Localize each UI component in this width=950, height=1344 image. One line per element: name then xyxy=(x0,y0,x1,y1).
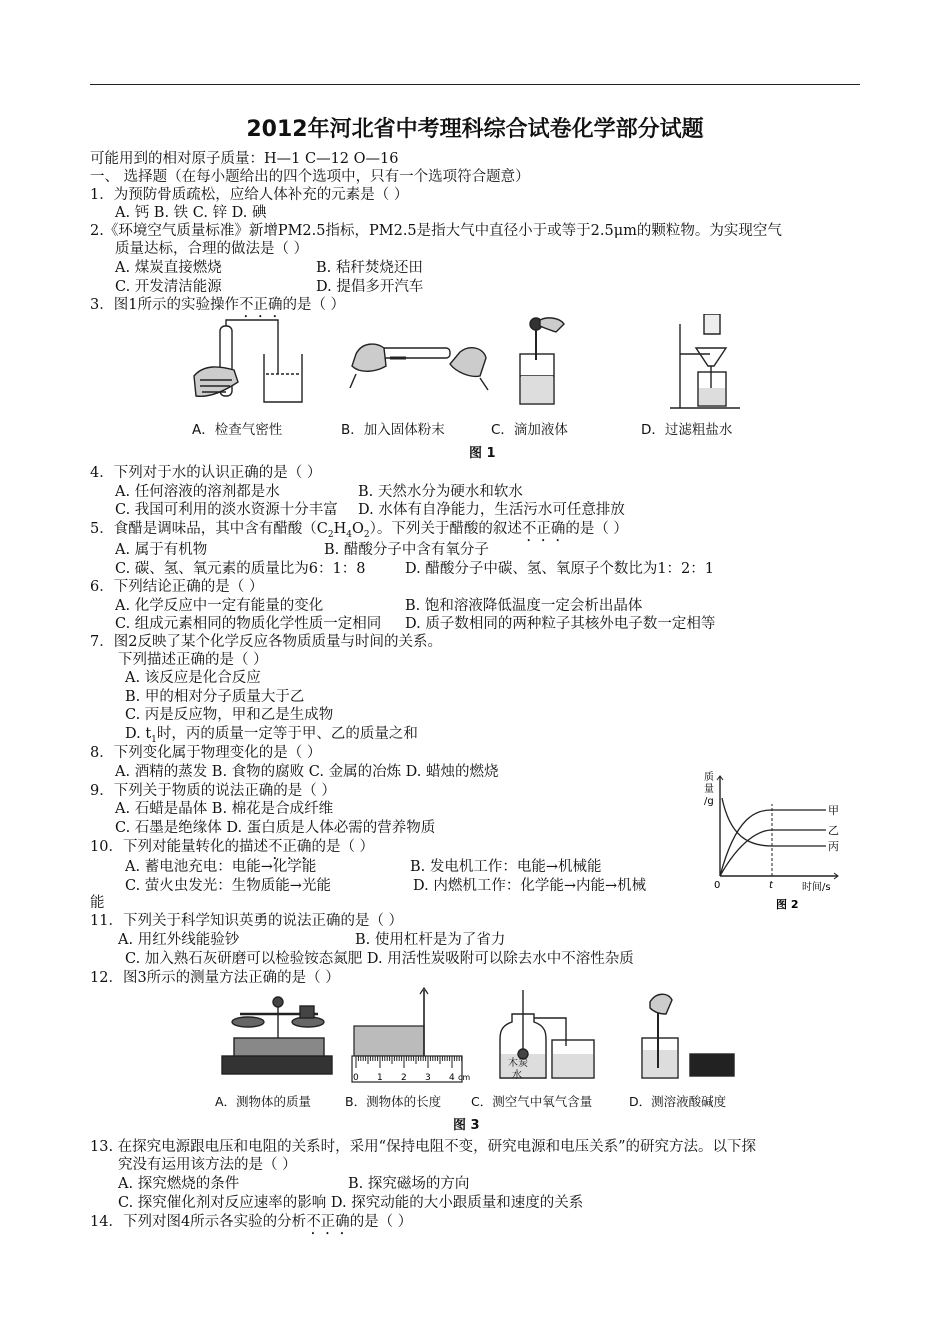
header-rule xyxy=(90,84,860,85)
q7d-pre: D. t xyxy=(125,726,152,742)
question-12: 12．图3所示的测量方法正确的是（ ） xyxy=(90,970,340,986)
question-5: 5．食醋是调味品，其中含有醋酸$(C_2H_4O_2)$。下列关于醋酸的叙述不正确的是（ ） xyxy=(90,521,628,540)
question-6-option-c: C. 组成元素相同的物质化学性质一定相同 xyxy=(115,616,382,632)
fig2-xlabel: 时间/s xyxy=(802,882,831,893)
question-10-option-d: D. 内燃机工作：化学能→内能→机械 xyxy=(413,878,647,894)
question-2-option-d: D. 提倡多开汽车 xyxy=(316,279,424,295)
ruler-tick-label: 0 xyxy=(353,1073,359,1083)
question-6: 6．下列结论正确的是（ ） xyxy=(90,579,264,595)
question-13-options-cd: C. 探究催化剂对反应速率的影响 D. 探究动能的大小跟质量和速度的关系 xyxy=(118,1195,584,1211)
question-10-option-c: C. 萤火虫发光：生物质能→光能 xyxy=(125,878,331,894)
fig3-label-charcoal: 木炭 xyxy=(508,1058,528,1069)
fig1-caption-d: D．过滤粗盐水 xyxy=(641,422,733,438)
fig2-origin: 0 xyxy=(714,880,721,891)
fig2-series-yi xyxy=(720,830,826,876)
question-2-option-c: C. 开发清洁能源 xyxy=(115,279,222,295)
question-10-option-b: B. 发电机工作：电能→机械能 xyxy=(410,859,602,875)
q5-post: ）。下列关于醋酸的叙述 xyxy=(369,521,522,537)
ruler-unit: cm xyxy=(458,1073,471,1082)
question-13-line1: 13. 在探究电源跟电压和电阻的关系时，采用“保持电阻不变，研究电源和电压关系”的研究方法。以下探 xyxy=(90,1139,756,1155)
question-5-option-a: A. 属于有机物 xyxy=(115,542,208,558)
q14-post: 的是（ ） xyxy=(349,1214,413,1230)
question-7-option-c: C. 丙是反应物，甲和乙是生成物 xyxy=(125,707,334,723)
question-4-option-a: A. 任何溶液的溶剂都是水 xyxy=(115,484,280,500)
question-13-option-b: B. 探究磁场的方向 xyxy=(348,1176,470,1192)
fig2-series-bing-label: 丙 xyxy=(828,840,839,853)
figure-3-illustrations xyxy=(210,984,750,1086)
question-5-option-c: C. 碳、氢、氧元素的质量比为6：1：8 xyxy=(115,561,366,577)
question-11-options-cd: C. 加入熟石灰研磨可以检验铵态氮肥 D. 用活性炭吸附可以除去水中不溶性杂质 xyxy=(125,951,634,967)
fig3-caption-a: A．测物体的质量 xyxy=(215,1094,312,1109)
question-9: 9．下列关于物质的说法正确的是（ ） xyxy=(90,783,336,799)
ruler-tick-label: 4 xyxy=(449,1073,455,1083)
question-13-option-a: A. 探究燃烧的条件 xyxy=(118,1176,240,1192)
question-11-option-b: B. 使用杠杆是为了省力 xyxy=(355,932,506,948)
question-7-stem: 下列描述正确的是（ ） xyxy=(118,652,268,668)
question-11-option-a: A. 用红外线能验钞 xyxy=(118,932,240,948)
section-heading: 一、 选择题（在每小题给出的四个选项中，只有一个选项符合题意） xyxy=(90,169,530,185)
fig2-series-jia-label: 甲 xyxy=(828,804,839,817)
ruler-tick-label: 1 xyxy=(377,1073,383,1083)
fig3-caption-c: C．测空气中氧气含量 xyxy=(471,1094,593,1109)
fig2-ylabel-top: 质 xyxy=(704,772,714,783)
question-8-options: A. 酒精的蒸发 B. 食物的腐败 C. 金属的冶炼 D. 蜡烛的燃烧 xyxy=(115,764,499,780)
fig3-d-ph-test xyxy=(642,994,734,1078)
question-10-wrap: 能 xyxy=(90,895,105,911)
fig1-d-filter xyxy=(670,314,740,408)
question-2-line1: 2.《环境空气质量标准》新增PM2.5指标，PM2.5是指大气中直径小于或等于2.5μm的颗粒物。为实现空气 xyxy=(90,223,782,239)
fig1-caption-c: C．滴加液体 xyxy=(491,422,568,438)
question-5-option-d: D. 醋酸分子中碳、氢、氧原子个数比为1：2：1 xyxy=(405,561,715,577)
question-5-option-b: B. 醋酸分子中含有氧分子 xyxy=(324,542,489,558)
question-9-options-ab: A. 石蜡是晶体 B. 棉花是合成纤维 xyxy=(115,801,334,817)
question-14 xyxy=(90,1213,412,1238)
question-7-option-b: B. 甲的相对分子质量大于乙 xyxy=(125,689,305,705)
q5-emphasis: 不正确 xyxy=(521,521,566,537)
fig3-caption-d: D．测溶液酸碱度 xyxy=(629,1094,727,1109)
question-6-option-d: D. 质子数相同的两种粒子其核外电子数一定相等 xyxy=(405,616,716,632)
q5-pre: 5．食醋是调味品，其中含有醋酸（C xyxy=(90,521,328,537)
page-title: 2012年河北省中考理科综合试卷化学部分试题 xyxy=(246,117,704,142)
fig1-b-add-powder xyxy=(350,344,488,390)
question-1-options: A. 钙 B. 铁 C. 锌 D. 碘 xyxy=(115,205,267,221)
question-4-option-c: C. 我国可利用的淡水资源十分丰富 xyxy=(115,502,338,518)
question-7: 7．图2反映了某个化学反应各物质质量与时间的关系。 xyxy=(90,634,442,650)
fig2-label: 图 2 xyxy=(776,898,799,911)
fig2-t1-label: t xyxy=(769,880,773,891)
q3-post: 的是（ ） xyxy=(282,297,346,313)
q10-emphasis: 不正确 xyxy=(267,839,312,855)
fig3-caption-b: B．测物体的长度 xyxy=(345,1094,442,1109)
question-13-line2: 究没有运用该方法的是（ ） xyxy=(118,1157,297,1173)
fig3-b-ruler xyxy=(352,988,462,1082)
question-8: 8．下列变化属于物理变化的是（ ） xyxy=(90,745,322,761)
fig1-label: 图 1 xyxy=(469,446,496,461)
q5-end: 的是（ ） xyxy=(565,521,628,537)
fig1-a-airtight-check xyxy=(194,320,302,402)
fig3-label-water: 水 xyxy=(512,1070,522,1081)
figure-2-chart xyxy=(700,764,860,920)
question-2-option-b: B. 秸秆焚烧还田 xyxy=(316,260,423,276)
question-6-option-a: A. 化学反应中一定有能量的变化 xyxy=(115,598,324,614)
question-11: 11．下列关于科学知识英勇的说法正确的是（ ） xyxy=(90,913,404,929)
question-4-option-b: B. 天然水分为硬水和软水 xyxy=(358,484,523,500)
fig1-caption-a: A．检查气密性 xyxy=(192,422,283,438)
q14-pre: 14．下列对图4所示各实验的分析 xyxy=(90,1214,307,1230)
q10-post: 的是（ ） xyxy=(311,839,375,855)
question-2-option-a: A. 煤炭直接燃烧 xyxy=(115,260,222,276)
fig2-ylabel-unit: /g xyxy=(704,796,714,807)
question-9-options-cd: C. 石墨是绝缘体 D. 蛋白质是人体必需的营养物质 xyxy=(115,820,436,836)
question-7-option-a: A. 该反应是化合反应 xyxy=(125,670,261,686)
question-1: 1．为预防骨质疏松，应给人体补充的元素是（ ） xyxy=(90,187,409,203)
question-2-line2: 质量达标，合理的做法是（ ） xyxy=(115,241,309,257)
q10-pre: 10．下列对能量转化的描述 xyxy=(90,839,268,855)
fig2-series-yi-label: 乙 xyxy=(828,824,839,837)
question-10-option-a: A. 蓄电池充电：电能→化学能 xyxy=(125,859,317,875)
fig3-label: 图 3 xyxy=(453,1118,480,1133)
ruler-tick-label: 2 xyxy=(401,1073,407,1083)
question-4-option-d: D. 水体有自净能力，生活污水可任意排放 xyxy=(358,502,625,518)
q3-emphasis: 不正确 xyxy=(238,297,283,313)
fig1-c-drop-liquid xyxy=(520,318,564,404)
question-4: 4．下列对于水的认识正确的是（ ） xyxy=(90,465,322,481)
q7d-post: 时，丙的质量一定等于甲、乙的质量之和 xyxy=(156,726,418,742)
fig2-series-bing xyxy=(722,798,826,846)
q14-emphasis: 不正确 xyxy=(306,1214,350,1230)
question-6-option-b: B. 饱和溶液降低温度一定会析出晶体 xyxy=(405,598,643,614)
ruler-tick-label: 3 xyxy=(425,1073,431,1083)
fig2-ylabel-mid: 量 xyxy=(704,784,714,795)
figure-1-illustrations xyxy=(180,314,780,424)
fig2-series-jia xyxy=(720,810,826,876)
question-7-option-d: D. $t_1$时，丙的质量一定等于甲、乙的质量之和 xyxy=(125,726,418,745)
fig1-caption-b: B．加入固体粉末 xyxy=(341,422,445,438)
fig3-a-balance xyxy=(222,997,332,1074)
q3-pre: 3．图1所示的实验操作 xyxy=(90,297,239,313)
atomic-mass-line: 可能用到的相对原子质量：H—1 C—12 O—16 xyxy=(90,151,399,167)
